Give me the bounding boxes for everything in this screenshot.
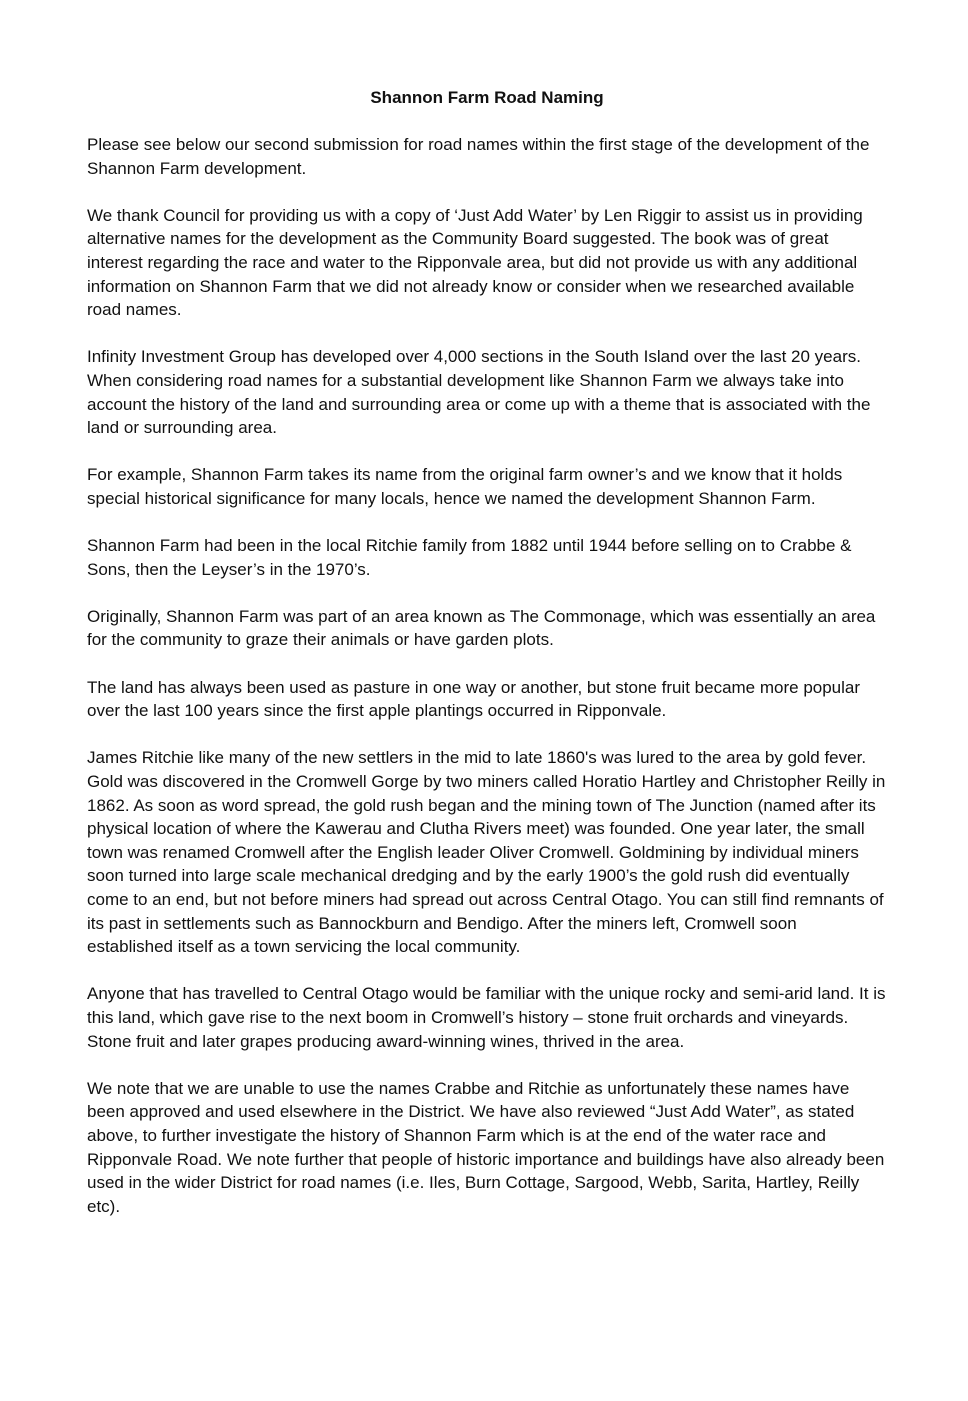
paragraph-central-otago: Anyone that has travelled to Central Otago would be familiar with the unique rocky and semi-arid land. It is this land, which gave rise to the next boom in Cromwell’s history – stone fruit orchards and vineyards. Stone fruit and later grapes producing award-winning wines, thrived in the area. xyxy=(87,984,886,1051)
paragraph-gold-rush: James Ritchie like many of the new settlers in the mid to late 1860's was lured to the area by gold fever. Gold was discovered in the Cromwell Gorge by two miners called Horatio Hartley and Christopher Reilly in 1862. As soon as word spread, the gold rush began and the mining town of The Junction (named after its physical location of where the Kawerau and Clutha Rivers meet) was founded. One year later, the small town was renamed Cromwell after the English leader Oliver Cromwell. Goldmining by individual miners soon turned into large scale mechanical dredging and by the early 1900’s the gold rush did eventually come to an end, but not before miners had spread out across Central Otago. You can still find remnants of its past in settlements such as Bannockburn and Bendigo. After the miners left, Cromwell soon established itself as a town servicing the local community. xyxy=(87,748,886,957)
document-body xyxy=(87,86,887,1218)
paragraph-intro: Please see below our second submission for road names within the first stage of the development of the Shannon Farm development. xyxy=(87,135,870,178)
paragraph-ritchie-family: Shannon Farm had been in the local Ritchie family from 1882 until 1944 before selling on to Crabbe & Sons, then the Leyser’s in the 1970’s. xyxy=(87,536,852,579)
paragraph-just-add-water: We thank Council for providing us with a copy of ‘Just Add Water’ by Len Riggir to assist us in providing alternative names for the development as the Community Board suggested. The book was of great interest regarding the race and water to the Ripponvale area, but did not provide us with any additional information on Shannon Farm that we did not already know or consider when we researched available road names. xyxy=(87,205,863,320)
paragraph-names-used: We note that we are unable to use the names Crabbe and Ritchie as unfortunately these names have been approved and used elsewhere in the District. We have also reviewed “Just Add Water”, as stated above, to further investigate the history of Shannon Farm which is at the end of the water race and Ripponvale Road. We note further that people of historic importance and buildings have also already been used in the wider District for road names (i.e. Iles, Burn Cottage, Sargood, Webb, Sarita, Hartley, Reilly etc). xyxy=(87,1078,885,1216)
paragraph-infinity-investment: Infinity Investment Group has developed over 4,000 sections in the South Island over the last 20 years. When considering road names for a substantial development like Shannon Farm we always take into account the history of the land and surrounding area or come up with a theme that is associated with the land or surrounding area. xyxy=(87,347,871,438)
paragraph-commonage: Originally, Shannon Farm was part of an area known as The Commonage, which was essentially an area for the community to graze their animals or have garden plots. xyxy=(87,606,876,650)
paragraph-example: For example, Shannon Farm takes its name from the original farm owner’s and we know that it holds special historical significance for many locals, hence we named the development Shannon Farm. xyxy=(87,465,843,508)
document-title: Shannon Farm Road Naming xyxy=(370,88,604,107)
paragraph-pasture: The land has always been used as pasture in one way or another, but stone fruit became more popular over the last 100 years since the first apple plantings occurred in Ripponvale. xyxy=(87,677,861,721)
